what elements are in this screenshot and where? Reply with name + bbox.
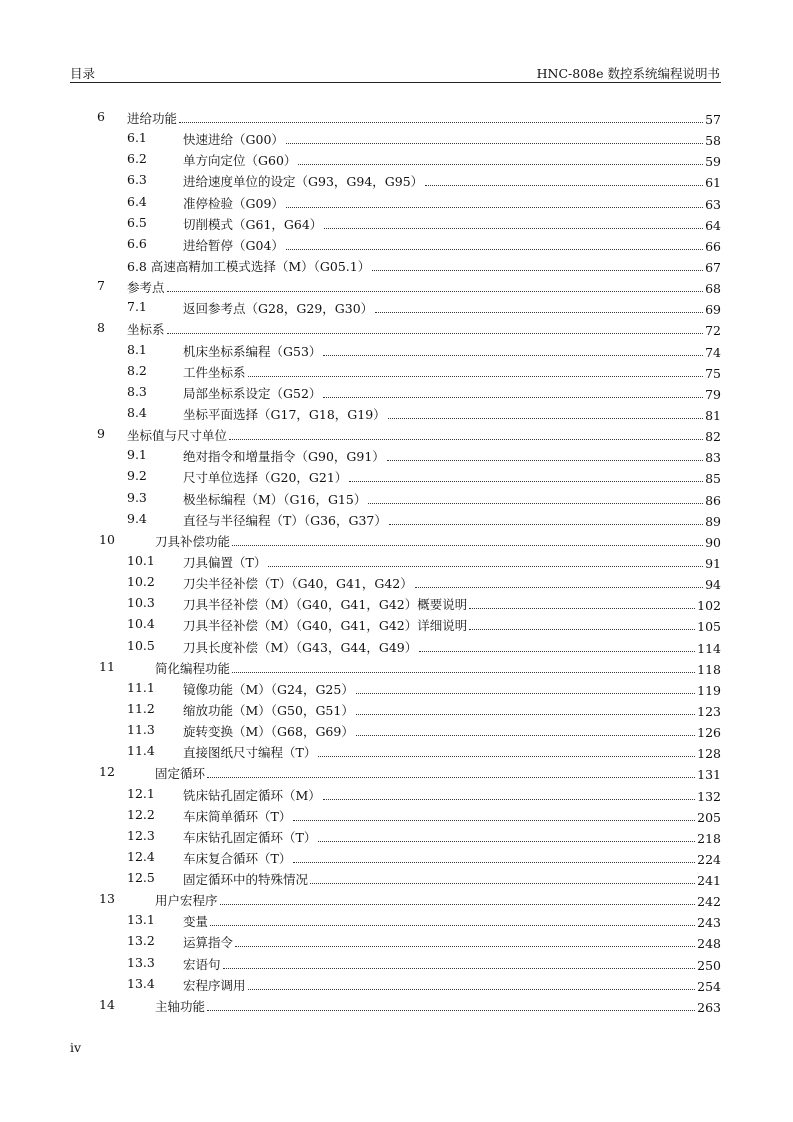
dot-leader xyxy=(286,249,703,250)
toc-entry-number: 6.2 xyxy=(127,151,147,167)
toc-entry[interactable] xyxy=(0,402,793,423)
dot-leader xyxy=(389,524,703,525)
toc-entry[interactable] xyxy=(0,698,793,719)
toc-entry-title: 旋转变换（M）（G68，G69） xyxy=(183,724,354,740)
toc-entry-number: 8.4 xyxy=(127,404,147,420)
toc-entry-number: 12.3 xyxy=(127,827,155,843)
toc-entry-number: 10.5 xyxy=(127,637,155,653)
toc-entry-title: 车床复合循环（T） xyxy=(183,850,292,866)
toc-entry[interactable] xyxy=(0,909,793,930)
toc-entry[interactable] xyxy=(0,804,793,825)
dot-leader xyxy=(235,946,695,947)
dot-leader xyxy=(268,566,703,567)
toc-entry-title: 准停检验（G09） xyxy=(183,195,284,211)
toc-entry[interactable] xyxy=(0,973,793,994)
toc-entry[interactable] xyxy=(0,169,793,190)
header-divider xyxy=(70,82,721,83)
dot-leader xyxy=(298,164,703,165)
toc-entry-number: 12.1 xyxy=(127,785,155,801)
toc-entry-page: 63 xyxy=(705,196,721,212)
toc-entry[interactable] xyxy=(0,550,793,571)
toc-entry-page: 85 xyxy=(705,471,721,487)
dot-leader xyxy=(387,460,703,461)
toc-entry[interactable] xyxy=(0,339,793,360)
toc-entry[interactable] xyxy=(0,465,793,486)
toc-entry[interactable] xyxy=(0,508,793,529)
toc-entry-number: 11.2 xyxy=(127,700,155,716)
toc-entry-title: 刀具偏置（T） xyxy=(183,554,267,570)
toc-entry[interactable] xyxy=(0,360,793,381)
dot-leader xyxy=(356,714,695,715)
toc-entry-page: 72 xyxy=(705,323,721,339)
toc-entry[interactable] xyxy=(0,423,793,444)
toc-entry-page: 242 xyxy=(697,894,721,910)
toc-entry-title: 铣床钻孔固定循环（M） xyxy=(183,787,321,803)
toc-entry-page: 57 xyxy=(705,112,721,127)
toc-entry[interactable] xyxy=(0,994,793,1015)
toc-entry[interactable] xyxy=(0,867,793,888)
toc-entry-title: 进给暂停（G04） xyxy=(183,237,284,253)
toc-entry-title: 尺寸单位选择（G20，G21） xyxy=(183,470,348,486)
toc-entry-title: 快速进给（G00） xyxy=(183,132,284,148)
toc-entry-number: 12 xyxy=(99,764,115,780)
toc-entry[interactable] xyxy=(0,930,793,951)
toc-entry-title: 切削模式（G61，G64） xyxy=(183,216,323,232)
toc-entry-number: 6.3 xyxy=(127,172,147,188)
dot-leader xyxy=(372,270,703,271)
toc-entry[interactable] xyxy=(0,148,793,169)
toc-entry-page: 64 xyxy=(705,217,721,233)
dot-leader xyxy=(286,143,703,144)
toc-entry-page: 248 xyxy=(697,936,721,952)
toc-entry-page: 131 xyxy=(697,767,721,783)
toc-entry-page: 254 xyxy=(697,978,721,994)
toc-entry-page: 102 xyxy=(697,598,721,614)
dot-leader xyxy=(323,799,695,800)
dot-leader xyxy=(356,693,695,694)
toc-entry[interactable] xyxy=(0,381,793,402)
toc-entry[interactable] xyxy=(0,613,793,634)
toc-entry-title: 固定循环中的特殊情况 xyxy=(183,872,309,888)
toc-entry-title: 进给速度单位的设定（G93，G94，G95） xyxy=(183,174,424,190)
toc-entry-number: 8.2 xyxy=(127,362,147,378)
toc-entry[interactable] xyxy=(0,656,793,677)
toc-entry-number: 8.3 xyxy=(127,383,147,399)
toc-entry[interactable] xyxy=(0,571,793,592)
toc-entry-page: 114 xyxy=(697,640,721,656)
header-section-title: 目录 xyxy=(70,66,96,81)
dot-leader xyxy=(167,291,704,292)
toc-entry-number: 10.1 xyxy=(127,552,155,568)
toc-entry-number: 9.4 xyxy=(127,510,147,526)
dot-leader xyxy=(349,481,703,482)
toc-entry-page: 75 xyxy=(705,365,721,381)
dot-leader xyxy=(232,545,703,546)
toc-entry[interactable] xyxy=(0,275,793,296)
toc-entry-title: 车床简单循环（T） xyxy=(183,808,292,824)
toc-entry-number: 11.4 xyxy=(127,743,155,759)
toc-entry[interactable] xyxy=(0,444,793,465)
toc-entry[interactable] xyxy=(0,317,793,338)
toc-entry-number: 10 xyxy=(99,531,115,547)
toc-entry-page: 243 xyxy=(697,915,721,931)
dot-leader xyxy=(419,651,695,652)
dot-leader xyxy=(425,185,703,186)
toc-entry[interactable] xyxy=(0,783,793,804)
dot-leader xyxy=(318,756,695,757)
toc-entry-title: 直接图纸尺寸编程（T） xyxy=(183,745,317,761)
toc-entry-title: 宏语句 xyxy=(183,956,221,972)
toc-entry-title: 单方向定位（G60） xyxy=(183,153,297,169)
toc-entry[interactable] xyxy=(0,106,793,127)
toc-entry-title: 工件坐标系 xyxy=(183,364,246,380)
toc-entry-page: 66 xyxy=(705,238,721,254)
toc-entry-page: 68 xyxy=(705,281,721,297)
toc-entry-page: 59 xyxy=(705,154,721,170)
toc-entry-page: 94 xyxy=(705,577,721,593)
dot-leader xyxy=(210,925,695,926)
dot-leader xyxy=(220,904,696,905)
toc-entry-page: 218 xyxy=(697,830,721,846)
toc-entry-title: 刀具补偿功能 xyxy=(155,533,231,549)
table-of-contents xyxy=(0,106,793,1015)
toc-entry-page: 123 xyxy=(697,703,721,719)
toc-entry-number: 13.1 xyxy=(127,912,155,928)
toc-entry-title: 极坐标编程（M）（G16，G15） xyxy=(183,491,367,507)
toc-entry-title: 刀尖半径补偿（T）（G40，G41，G42） xyxy=(183,576,413,592)
toc-entry-number: 6.6 xyxy=(127,235,147,251)
toc-entry-number: 13.2 xyxy=(127,933,155,949)
toc-entry-page: 90 xyxy=(705,534,721,550)
toc-entry-page: 67 xyxy=(705,259,721,275)
dot-leader xyxy=(375,312,703,313)
toc-entry-title: 车床钻孔固定循环（T） xyxy=(183,829,317,845)
toc-entry-page: 86 xyxy=(705,492,721,508)
toc-entry-title: 固定循环 xyxy=(155,766,206,782)
dot-leader xyxy=(293,862,695,863)
dot-leader xyxy=(248,989,696,990)
toc-entry[interactable] xyxy=(0,212,793,233)
dot-leader xyxy=(229,439,703,440)
toc-entry-title: 用户宏程序 xyxy=(155,893,218,909)
toc-entry-page: 263 xyxy=(697,999,721,1015)
toc-entry[interactable] xyxy=(0,846,793,867)
toc-entry-title: 刀具半径补偿（M）（G40，G41，G42）概要说明 xyxy=(183,597,468,613)
toc-entry-page: 205 xyxy=(697,809,721,825)
toc-entry-number: 12.4 xyxy=(127,848,155,864)
dot-leader xyxy=(167,333,704,334)
dot-leader xyxy=(356,735,695,736)
toc-entry-title: 简化编程功能 xyxy=(155,660,231,676)
toc-entry[interactable] xyxy=(0,233,793,254)
toc-entry-title: 坐标值与尺寸单位 xyxy=(127,428,228,444)
toc-entry-page: 105 xyxy=(697,619,721,635)
toc-entry-number: 10.3 xyxy=(127,595,155,611)
toc-entry-page: 241 xyxy=(697,873,721,889)
toc-entry-number: 6.1 xyxy=(127,130,147,146)
toc-entry-number: 6 xyxy=(97,109,105,124)
dot-leader xyxy=(318,841,695,842)
toc-entry-title: 主轴功能 xyxy=(155,998,206,1014)
toc-entry[interactable] xyxy=(0,740,793,761)
header-document-title: HNC-808e 数控系统编程说明书 xyxy=(536,66,720,81)
toc-entry-title: 刀具长度补偿（M）（G43，G44，G49） xyxy=(183,639,418,655)
toc-entry-number: 9.1 xyxy=(127,447,147,463)
toc-entry[interactable] xyxy=(0,296,793,317)
toc-entry-title: 局部坐标系设定（G52） xyxy=(183,385,322,401)
toc-entry[interactable] xyxy=(0,719,793,740)
toc-entry-page: 58 xyxy=(705,133,721,149)
dot-leader xyxy=(324,228,703,229)
toc-entry[interactable] xyxy=(0,888,793,909)
toc-entry-title: 镜像功能（M）（G24，G25） xyxy=(183,681,354,697)
toc-entry-page: 82 xyxy=(705,429,721,445)
toc-entry-title: 绝对指令和增量指令（G90，G91） xyxy=(183,449,385,465)
toc-entry-number: 13.3 xyxy=(127,954,155,970)
toc-entry-page: 118 xyxy=(697,661,721,677)
toc-entry-page: 128 xyxy=(697,746,721,762)
toc-entry-title: 坐标平面选择（G17，G18，G19） xyxy=(183,406,386,422)
toc-entry-page: 119 xyxy=(697,682,721,698)
toc-entry-title: 刀具半径补偿（M）（G40，G41，G42）详细说明 xyxy=(183,618,468,634)
toc-entry[interactable] xyxy=(0,761,793,782)
dot-leader xyxy=(207,1010,695,1011)
toc-entry-number: 7 xyxy=(97,278,105,294)
toc-entry[interactable] xyxy=(0,592,793,613)
toc-entry-title: 直径与半径编程（T）（G36，G37） xyxy=(183,512,387,528)
dot-leader xyxy=(223,968,696,969)
toc-entry-page: 132 xyxy=(697,788,721,804)
toc-entry-page: 61 xyxy=(705,175,721,191)
toc-entry-page: 126 xyxy=(697,725,721,741)
toc-entry-number: 11.1 xyxy=(127,679,155,695)
dot-leader xyxy=(248,376,704,377)
toc-entry-title: 宏程序调用 xyxy=(183,977,246,993)
toc-entry-number: 6.4 xyxy=(127,193,147,209)
dot-leader xyxy=(469,629,695,630)
dot-leader xyxy=(368,503,703,504)
toc-entry-number: 9.2 xyxy=(127,468,147,484)
dot-leader xyxy=(469,608,695,609)
dot-leader xyxy=(323,355,703,356)
toc-entry-title: 6.8 高速高精加工模式选择（M）（G05.1） xyxy=(127,258,371,274)
toc-entry-title: 返回参考点（G28，G29，G30） xyxy=(183,301,374,317)
toc-entry-page: 91 xyxy=(705,555,721,571)
toc-entry-page: 81 xyxy=(705,407,721,423)
toc-entry[interactable] xyxy=(0,952,793,973)
toc-entry-page: 83 xyxy=(705,450,721,466)
toc-entry-page: 74 xyxy=(705,344,721,360)
toc-entry-title: 进给功能 xyxy=(127,111,178,126)
toc-entry-number: 10.2 xyxy=(127,574,155,590)
toc-entry-page: 79 xyxy=(705,386,721,402)
toc-entry-number: 12.2 xyxy=(127,806,155,822)
toc-entry[interactable] xyxy=(0,487,793,508)
toc-entry[interactable] xyxy=(0,825,793,846)
toc-entry-page: 89 xyxy=(705,513,721,529)
toc-entry-number: 13 xyxy=(99,891,115,907)
toc-entry-title: 运算指令 xyxy=(183,935,234,951)
toc-entry[interactable] xyxy=(0,254,793,275)
toc-entry-number: 6.5 xyxy=(127,214,147,230)
toc-entry-number: 12.5 xyxy=(127,870,155,886)
toc-entry-number: 7.1 xyxy=(127,299,147,315)
toc-entry-title: 参考点 xyxy=(127,280,165,296)
toc-entry-title: 机床坐标系编程（G53） xyxy=(183,343,322,359)
dot-leader xyxy=(310,883,695,884)
dot-leader xyxy=(415,587,703,588)
dot-leader xyxy=(286,207,703,208)
dot-leader xyxy=(293,820,695,821)
page-number: iv xyxy=(70,1040,82,1055)
dot-leader xyxy=(388,418,703,419)
toc-entry-title: 变量 xyxy=(183,914,209,930)
toc-entry-number: 9 xyxy=(97,426,105,442)
toc-entry-page: 224 xyxy=(697,851,721,867)
toc-entry-page: 250 xyxy=(697,957,721,973)
toc-entry-number: 13.4 xyxy=(127,975,155,991)
toc-entry-page: 69 xyxy=(705,302,721,318)
dot-leader xyxy=(232,672,695,673)
toc-entry[interactable] xyxy=(0,191,793,212)
toc-entry-title: 缩放功能（M）（G50，G51） xyxy=(183,702,354,718)
toc-entry-number: 11 xyxy=(99,658,115,674)
dot-leader xyxy=(179,122,703,123)
toc-entry[interactable] xyxy=(0,529,793,550)
dot-leader xyxy=(207,777,695,778)
toc-entry-number: 11.3 xyxy=(127,722,155,738)
toc-entry-number: 8.1 xyxy=(127,341,147,357)
toc-entry[interactable] xyxy=(0,677,793,698)
toc-entry-number: 14 xyxy=(99,996,115,1012)
toc-entry[interactable] xyxy=(0,635,793,656)
toc-entry-number: 10.4 xyxy=(127,616,155,632)
toc-entry-number: 8 xyxy=(97,320,105,336)
dot-leader xyxy=(323,397,703,398)
toc-entry-number: 9.3 xyxy=(127,489,147,505)
toc-entry[interactable] xyxy=(0,127,793,148)
toc-entry-title: 坐标系 xyxy=(127,322,165,338)
